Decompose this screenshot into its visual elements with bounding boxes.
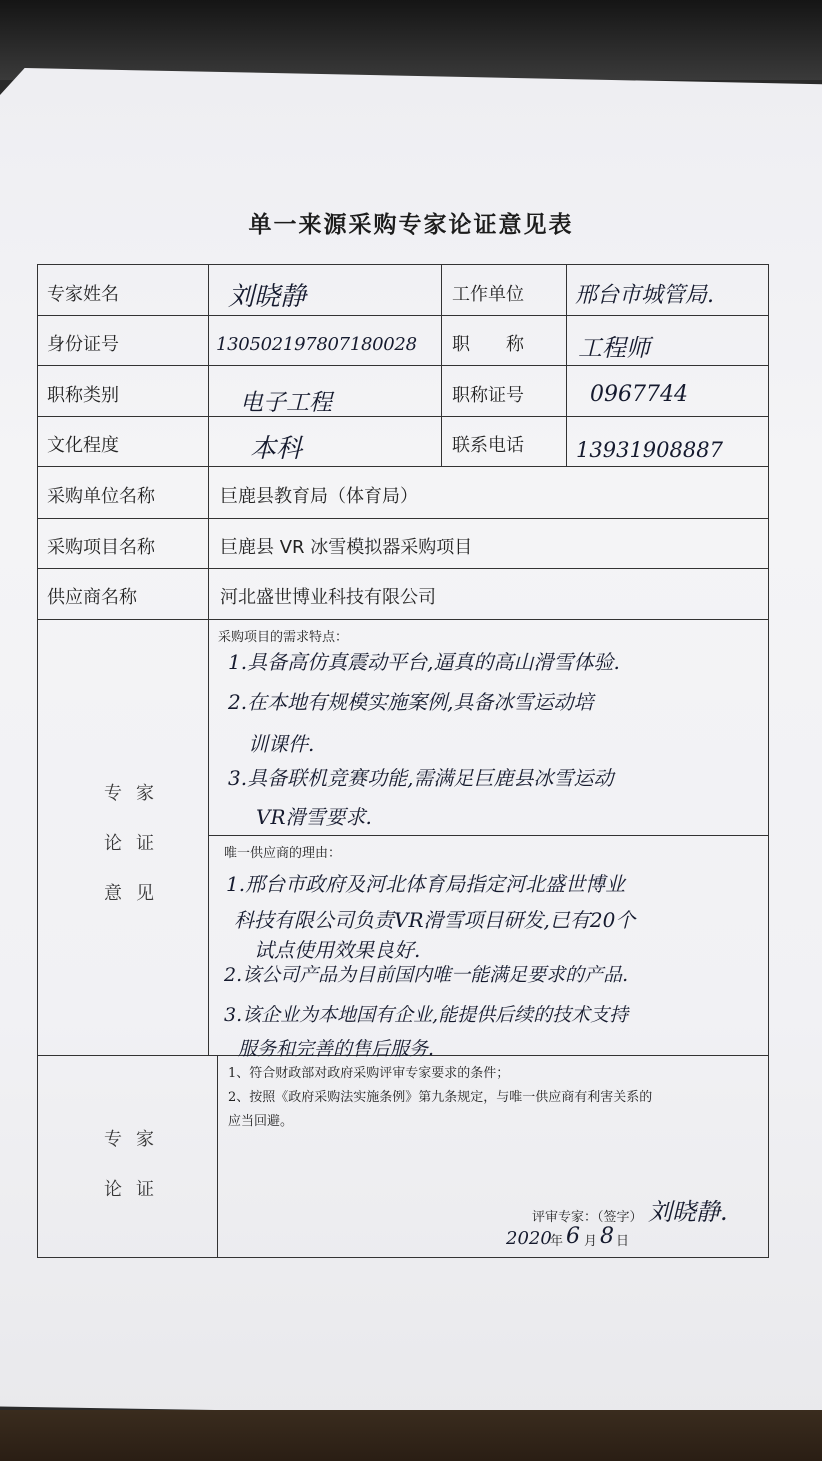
reviewer-sign-label: 评审专家：（签字）	[532, 1210, 643, 1225]
opinion-section-label-1: 专家	[104, 783, 168, 804]
background-top	[0, 0, 822, 80]
title-category-value: 电子工程	[240, 390, 332, 416]
supplier-label: 供应商名称	[47, 587, 137, 608]
phone-label: 联系电话	[452, 435, 524, 456]
date-day: 8	[600, 1224, 614, 1249]
needs-line-5: VR滑雪要求.	[256, 805, 372, 829]
conditions-section-label-2: 论证	[104, 1179, 168, 1200]
reason-line-5: 3.该企业为本地国有企业,能提供后续的技术支持	[224, 1004, 629, 1026]
condition-line-1: 1、符合财政部对政府采购评审专家要求的条件；	[228, 1066, 510, 1081]
work-unit-value: 邢台市城管局.	[575, 283, 714, 308]
id-number-value: 130502197807180028	[216, 334, 417, 355]
opinion-section-label-2: 论证	[104, 833, 168, 854]
needs-heading: 采购项目的需求特点：	[218, 630, 349, 645]
form-title: 单一来源采购专家论证意见表	[248, 211, 574, 238]
date-month: 6	[566, 1224, 580, 1249]
reason-line-1: 1.邢台市政府及河北体育局指定河北盛世博业	[226, 872, 626, 896]
needs-line-3: 训课件.	[248, 732, 315, 756]
position-value: 工程师	[578, 334, 650, 362]
reason-heading: 唯一供应商的理由：	[224, 846, 342, 861]
reviewer-signature: 刘晓静.	[648, 1198, 728, 1226]
purchaser-value: 巨鹿县教育局（体育局）	[220, 486, 418, 507]
date-day-unit: 日	[616, 1234, 630, 1249]
reason-line-2: 科技有限公司负责VR滑雪项目研发,已有20个	[234, 908, 636, 932]
condition-line-3: 应当回避。	[228, 1114, 294, 1129]
reason-line-6: 服务和完善的售后服务.	[238, 1038, 435, 1060]
reason-line-3: 试点使用效果良好.	[254, 938, 421, 962]
expert-name-value: 刘晓静	[228, 282, 307, 312]
education-value: 本科	[250, 434, 303, 464]
date-year: 2020	[506, 1228, 552, 1249]
opinion-section-label-3: 意见	[104, 883, 168, 904]
position-label: 职 称	[452, 334, 524, 355]
date-year-unit: 年	[550, 1234, 564, 1249]
needs-line-1: 1.具备高仿真震动平台,逼真的高山滑雪体验.	[228, 650, 620, 674]
work-unit-label: 工作单位	[452, 284, 524, 305]
needs-line-4: 3.具备联机竞赛功能,需满足巨鹿县冰雪运动	[228, 766, 614, 790]
background-bottom	[0, 1410, 822, 1461]
purchaser-label: 采购单位名称	[47, 486, 155, 507]
expert-name-label: 专家姓名	[47, 284, 119, 305]
education-label: 文化程度	[47, 435, 119, 456]
condition-line-2: 2、按照《政府采购法实施条例》第九条规定，与唯一供应商有利害关系的	[228, 1090, 653, 1105]
title-category-label: 职称类别	[47, 385, 119, 406]
project-label: 采购项目名称	[47, 537, 155, 558]
date-month-unit: 月	[584, 1234, 598, 1249]
conditions-section-label-1: 专家	[104, 1129, 168, 1150]
title-cert-label: 职称证号	[452, 385, 524, 406]
supplier-value: 河北盛世博业科技有限公司	[220, 587, 436, 608]
project-value: 巨鹿县 VR 冰雪模拟器采购项目	[220, 537, 473, 558]
needs-line-2: 2.在本地有规模实施案例,具备冰雪运动培	[228, 690, 594, 714]
reason-line-4: 2.该公司产品为目前国内唯一能满足要求的产品.	[224, 964, 629, 986]
title-cert-value: 0967744	[590, 382, 688, 407]
phone-value: 13931908887	[576, 438, 723, 462]
id-number-label: 身份证号	[47, 334, 119, 355]
